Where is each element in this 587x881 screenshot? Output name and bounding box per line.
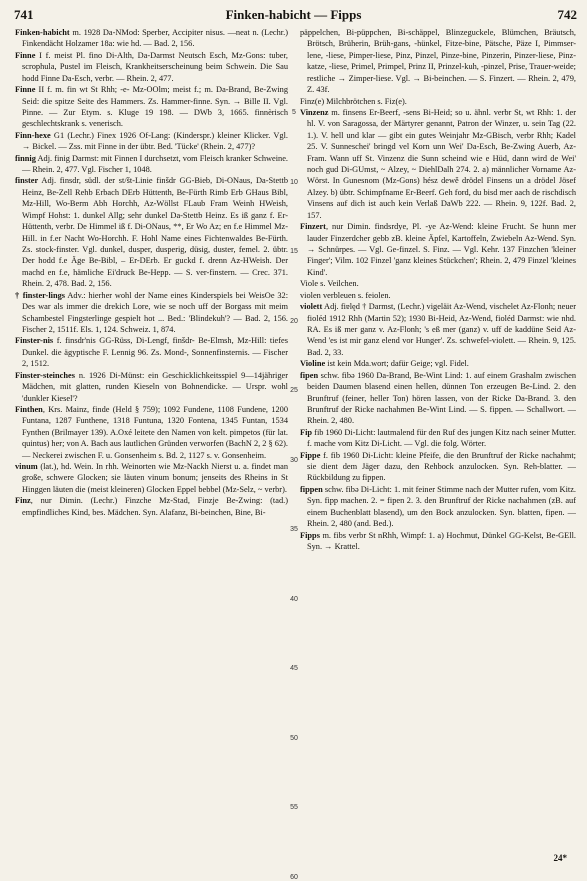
entry-text: fib 1960 Di-Licht: lautmalend für den Ruf des jungen Kitz nach seiner Mutter. f. mache vom Kitz Di-Licht. — Vgl. die folg. Wörter.: [307, 427, 576, 449]
entry-text: , nur Dimin. findsrdye, Pl. -ye Az-Wend: kleine Frucht. Se hunn mer lauder Finzerdcher gebb zB. kleine Äpfel, Kartoffeln, Zwiebeln Az-Wend. Syn. → Schnürpes. — Vgl. Ge-finzel. S. Finz. — Vgl. Kehr. 137 Finzchen 'kleiner Finger'; Vilm. 102 Finzel 'ganz kleines Stückchen'; Rhein. 2, 479 Finzel 'kleines Kind'.: [307, 222, 576, 277]
line-number: 35: [290, 526, 298, 533]
dictionary-entry: [300, 530, 576, 553]
entry-text: f. fib 1960 Di-Licht: kleine Pfeife, die den Brunftruf der Ricke nachahmt; sie dient dem Jäger dazu, den Rehbock anzulocken. Syn. Reh-blatter. — Rückbildung zu fippen.: [307, 450, 576, 483]
entry-headword: finnig: [15, 153, 36, 163]
page-number-right: 742: [557, 7, 577, 22]
dictionary-entry: [15, 27, 288, 50]
line-number: 15: [290, 248, 298, 255]
line-number: 30: [290, 456, 298, 464]
entry-text: Finz(e) Milchbrötchen s. Fiz(e).: [300, 96, 407, 106]
entry-headword: Vinzenz: [300, 107, 329, 117]
entry-headword: Fip: [300, 427, 313, 437]
dictionary-entry: [300, 484, 576, 530]
dictionary-entry: [15, 335, 288, 369]
entry-text: ist kein Mda.wort; dafür Geige; vgl. Fidel.: [325, 359, 469, 369]
entry-text: Adj. finig Darmst: mit Finnen I durchsetzt, vom Fleisch kranker Schweine. — Rhein. 2, 477. Vgl. Fischer 1, 1048.: [22, 153, 288, 175]
entry-headword: Finster-steinches: [15, 370, 75, 380]
dictionary-entry: [300, 278, 576, 289]
left-column: [15, 27, 288, 865]
dictionary-entry: [15, 50, 288, 84]
entry-text: Viole s. Veilchen.: [300, 279, 359, 289]
running-title: Finken-habicht — Fipps: [225, 7, 362, 22]
entry-text: m. finsens Er-Beerf, -sens Bi-Heid; so u. ähnl. verbr St, wt Rhh: 1. der hl. V. von Saragossa, der Märtyrer genannt, Patron der Winzer, u. sein Tag (22. 1.). V. hell und klar — gibt ein gutes Weinjahr Mz-GBisch, verbr Rhh; Kadel 25. V. Sunneschei' bringd vel Korn unn Wei' Da-Esch, Be-Zwing Auerb, Az-Fram. Wann uff St. Vinzenz die Sunn scheind wie e Hüd, dann wird de Wei' noch gud Di-GUmst, ~ Alzey, ~ DiehlDalh 274. 2. a) männlicher Vorname Az-Wörst. In Gunesnom (Mz-Gons) hész dewě drödel Finsens un a drödel Jösef Alzey. b) übtr. Schimpfname Er-Beerf. Geh ford, du bisd mer aach de rischdisch Vinsens auf dich ist auch kein Verlaß DaWb 222. — Rhein. 9, 122f. Bad. 2, 157.: [307, 107, 576, 220]
entry-headword: Finne: [15, 50, 36, 60]
entry-text: Adj. fiɐlęd † Darmst, (Lechr.) vigeläit Az-Wend, vischelet Az-Flonh; neuer fioléd 1912 Rhh (Martin 52); 1930 Bi-Heid, Az-Wend, fioléd Darmst: wie nhd. RA. Es iß mer ganz v. Az-Flonh; 's eß mer (ganz) v. uff de kaddüne Seid Az-Wend 'es ist mir ganz elend vor Hunger'. Zs. schwefel-violett. — Rhein. 9, 125. Bad. 2, 33.: [307, 302, 576, 357]
page-header: [0, 5, 587, 23]
right-column: [300, 27, 576, 865]
entry-headword: vinum: [15, 462, 38, 472]
entry-text: II f. m. fin wt St Rhh; -e- Mz-OOlm; meist f.; m. Da-Brand, Be-Zwing Seid: die spitze Seite des Hammers. Zs. Hammer-finne. Syn. → Bille II. Vgl. Pinne. — Zur Etym. s. Kluge 19 198. — DWb 3, 1665. finnèrisch geschlechtskrank s. venerisch.: [22, 85, 288, 129]
entry-text: (lat.), hd. Wein. In rhh. Weinorten wie Mz-Nackh Nierst u. a. findet man große, schwere Glocken; sie läuten vinum bonum; jenseits des Rheins in St Hinggen läuten die (meist kleineren) Glocken Eppel bebbel (Mz-Selz, ~ verbr).: [22, 462, 288, 494]
entry-text: I f. meist Pl. fino Di-Alth, Da-Darmst Neutsch Esch, Mz-Gons: tuber, scrophula, Pustel im Fleisch, Krankheitserscheinung beim Schwein. Die Sau hodd Finne Da-Esch, verbr. — Rhein. 2, 477.: [22, 50, 288, 83]
entry-text: päppelchen, Bi-püppchen, Bi-schäppel, Blinzeguckele, Blümchen, Bräutsch, Brötsch, Brüherin, Brüh-gans, -hünkel, Fitze-bine, Pätsche, Päze I, Pimmser-lene, -liese, Pimper-liese, Pinz, Pinzel, Pinze-bine, Pinzerin, Pinzer-liese, Pinz-katze, -liese, Primel, Primpel, Prinz II, Prinzel-kuh, -pinzel, Prise, Trauer-weide; restliche → Zimper-liese. Vgl. → Bi-beinchen. — S. Finzert. — Rhein. 2, 479, Z. 43f.: [300, 28, 576, 95]
entry-headword: Violine: [300, 359, 326, 369]
entry-headword: Finz: [15, 496, 31, 506]
entry-text: , nur Dimin. (Lechr.) Finzche Mz-Stad, Finzje Be-Zwing: (tad.) empfindliches Kind, bes. Mädchen. Syn. Alafanz, Bi-beinchen, Bine, Bi-: [22, 496, 288, 517]
entry-text: m. fibs verbr St nRhh, Wimpf: 1. a) Hochmut, Dünkel GG-Kelst, Be-GEll. Syn. → Krattel.: [307, 530, 576, 551]
dictionary-entry: [300, 27, 576, 96]
entry-headword: Finster-nis: [15, 336, 54, 346]
entry-headword: fipen: [300, 370, 319, 380]
dictionary-entry: [15, 175, 288, 289]
dictionary-entry: [300, 96, 576, 107]
page-number-left: 741: [14, 7, 34, 22]
entry-headword: finster: [15, 176, 39, 186]
line-number: 60: [290, 873, 298, 881]
entry-text: G1 (Lechr.) Finex 1926 Of-Lang: (Kinderspr.) kleiner Klicker. Vgl. → Bickel. — Zss. mit Finne in der übtr. Bed. 'Tücke' (Rhein. 2, 477)?: [22, 130, 288, 152]
line-number: 20: [290, 317, 298, 325]
line-number: 40: [290, 595, 298, 603]
signature-mark: 24*: [553, 853, 567, 863]
entry-text: n. 1926 Di-Münst: ein Geschicklichkeitsspiel 9—14jähriger Mädchen, mit glatten, runden Kieseln von Bohnendicke. — Urspr. wohl 'dunkler Kiesel'?: [22, 370, 288, 403]
dictionary-entry: [15, 130, 288, 153]
entry-text: Adj. finsdr, südl. der st/št-Linie finšdr GG-Bieb, Di-ONaus, Da-Stettb Heinz, Be-Zell Rehb Erbach DErb Hüttenth, Be-Fürth Rimb Erb GHaus Bibl, Mz-Hill, Wo-Berm Abh Horchh, Az-Wöllst FLaub Fram Weinh HWeish, Wimpf Hohst: 1. dunkel Allg; sehr dunkel Da-Stettb Heinz. Es iß ganz f. Er-Hüttenth, verbr. De Himmel iß f. Di-ONaus, **, Er Wo Az; en f.e Himmel Mz-Hill. in f.er Nacht Wo-Horchh. F. Hohl Name eines Fichtenwaldes Be-Fürth. Zs. stock-finster. Vgl. dunkel, dusper, dusperig, düsig, duster, femel. 2. übtr. Der hodd f.e Äge Be-Bibl, – Er-DErb. Er guckd f. drenn Az-HWeish. Der machd en f.e, hämliche Ei'druck Be-Hepp. — S. ver-finstern. — Crec. 371. Rhein. 2, 478. Bad. 2, 156.: [22, 176, 288, 289]
dictionary-entry: [300, 450, 576, 484]
line-number: 50: [290, 734, 298, 742]
entry-text: Adv.: hierher wohl der Name eines Kinderspiels bei WeisOe 32: Des war als immer die drekich Lore, wie se noch uff der Borgass mit meim Schambestel Fingsterlinge gespielt hot ... Bed.: 'Blindekuh'? — Bad. 2, 156. Fischer 2, 1511f. Els. 1, 124. Schweiz. 1, 874.: [22, 290, 288, 334]
dictionary-entry: [15, 404, 288, 461]
entry-text: m. 1928 Da-NMod: Sperber, Accipiter nisus. —neat n. (Lechr.) Finkendächt Holzamer 18a: wie hd. — Bad. 2, 156.: [22, 28, 288, 49]
entry-text: f. finsdr'nis GG-Rüss, Di-Lengf, finšdr- Be-Elmsh, Mz-Hill: tiefes Dunkel. die ägyptische F. Lennig 96. Zs. Mond-, Sonnenfinsternis. — Fischer 2, 1512.: [22, 336, 288, 369]
entry-headword: Finzert: [300, 222, 326, 232]
dictionary-entry: [300, 370, 576, 427]
line-number-gutter: [288, 27, 300, 881]
dictionary-entry: [300, 358, 576, 369]
entry-text: , Krs. Mainz, finde (Held § 759); 1092 Fundene, 1108 Fundene, 1200 Funtana, 1287 Funthene, 1318 Funtuna, 1320 Fontena, 1345 Funtan, 1534 Fynthen (Brilmayer 139). A.Oxé leitete den Namen von kelt. pimpetos (für lat. quintus) her; von A. Bach aus lautlichen Gründen verworfen (BachN 2, 2 § 62). — Neckerei zwischen F. u. Gonsenheim s. Bd. 2, 1127 s. v. Gonsenheim.: [22, 404, 288, 460]
entry-headword: Finn-hexe: [15, 130, 51, 140]
entry-headword: Fippe: [300, 450, 321, 460]
entry-headword: violett: [300, 302, 323, 312]
entry-headword: Finne: [15, 85, 36, 95]
dictionary-entry: [300, 221, 576, 278]
entry-text: violen verbleuen s. feiolen.: [300, 290, 391, 300]
dictionary-entry: [15, 153, 288, 176]
dictionary-entry: [300, 427, 576, 450]
dictionary-entry: [15, 495, 288, 518]
line-number: 10: [290, 178, 298, 186]
entry-headword: † finster-lings: [15, 290, 66, 300]
dictionary-entry: [300, 301, 576, 358]
entry-headword: Finthen: [15, 404, 43, 414]
dictionary-entry: [15, 290, 288, 336]
dictionary-entry: [15, 84, 288, 130]
entry-headword: fippen: [300, 484, 323, 494]
entry-text: schw. fibə 1960 Da-Brand, Be-Wint Lind: 1. auf einem Grashalm zwischen beiden Daumen blasend einen hellen, dünnen Ton erzeugen Be-Lind. 2. den Brunftruf (feiner, heller Ton) hören lassen, von der Ricke Da-Brand. 3. den Brunftruf der Ricke nachahmen Be-Wint Lind. — S. fippen. — Schallwort. — Rhein. 2, 480.: [307, 370, 576, 426]
dictionary-entry: [300, 107, 576, 221]
dictionary-entry: [300, 290, 576, 301]
line-number: 5: [292, 109, 296, 116]
entry-text: schw. fibə Di-Licht: 1. mit feiner Stimme nach der Mutter rufen, vom Kitz. Syn. fipp machen. 2. = fipen 2. 3. den Brunftruf der Ricke nachahmen (zB. auf einem Buchenblatt blasend), um den Bock anzulocken. Syn. blatten, fipen. — Rhein. 2, 480 (and. Bed.).: [307, 484, 576, 529]
dictionary-entry: [15, 370, 288, 404]
line-number: 55: [290, 804, 298, 811]
entry-headword: Fipps: [300, 530, 320, 540]
entry-headword: Finken-habicht: [15, 28, 70, 37]
line-number: 45: [290, 665, 298, 672]
dictionary-entry: [15, 461, 288, 495]
line-number: 25: [290, 387, 298, 394]
